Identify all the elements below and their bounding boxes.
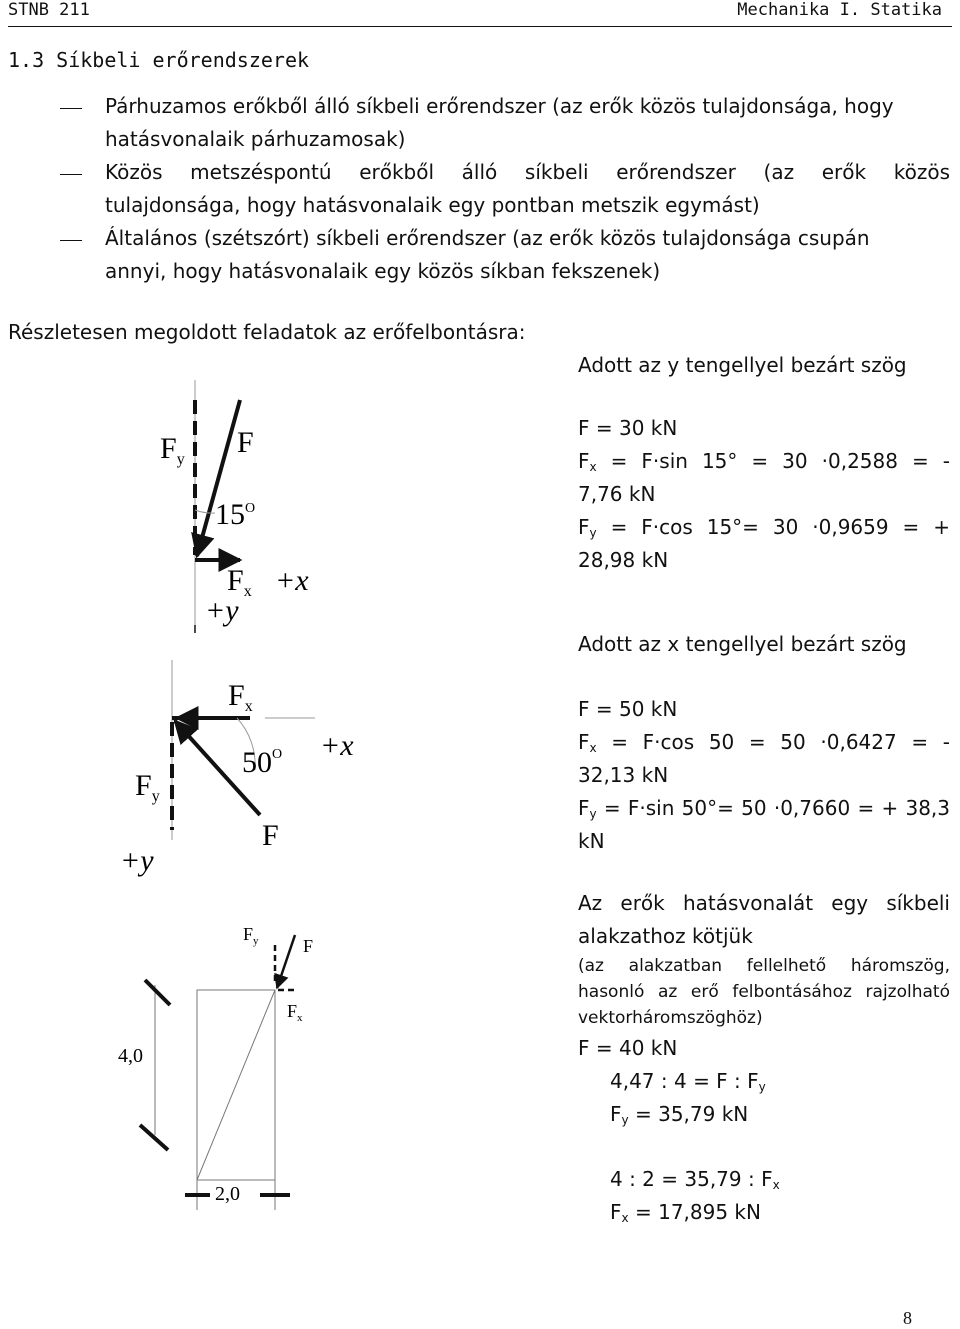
bullet-2-line1: Közös metszéspontú erőkből álló síkbeli erőrendszer (az erők közös	[105, 160, 950, 184]
fy-label: $F_y$	[135, 769, 160, 805]
header-rule	[8, 26, 952, 27]
ex3-note-line2: hasonló az erő felbontásához rajzolható	[578, 982, 950, 1002]
ex2-line1: F = 50 kN	[578, 697, 678, 721]
f-label: F	[237, 426, 254, 459]
plus-y-label: +y	[205, 594, 239, 627]
width-dimension-label: 2,0	[215, 1183, 240, 1205]
f-label: F	[262, 819, 279, 852]
bullet-2-line2: tulajdonsága, hogy hatásvonalaik egy pontban metszik egymást)	[105, 193, 760, 217]
figure-1-force-diagram	[140, 380, 380, 640]
figure-2-force-diagram	[115, 660, 375, 880]
ex3-line4: 4 : 2 = 35,79 : $F_x$	[610, 1167, 780, 1192]
bullet-dash	[60, 108, 82, 109]
ex3-note-line1: (az alakzatban fellelhető háromszög,	[578, 956, 950, 976]
ex1-line1: F = 30 kN	[578, 416, 678, 440]
height-tick-top	[145, 980, 170, 1005]
bullet-3-line2: annyi, hogy hatásvonalaik egy közös síkban fekszenek)	[105, 259, 661, 283]
bullet-1-line1: Párhuzamos erőkből álló síkbeli erőrendszer (az erők közös tulajdonsága, hogy	[105, 94, 894, 118]
bullet-dash	[60, 240, 82, 241]
rectangle-diagonal	[197, 990, 275, 1180]
page-number: 8	[903, 1308, 912, 1328]
f-label: F	[303, 936, 314, 956]
ex1-line4: $F_y = F\cdot\cos$ 15°= 30 ·0,9659 = +	[578, 515, 950, 540]
ex3-line3: $F_y = 35,79$ kN	[610, 1102, 749, 1127]
ex2-line5: kN	[578, 829, 605, 853]
ex1-line2: $F_x = F\cdot\sin$ 15° = 30 ·0,2588 = -	[578, 449, 950, 474]
ex2-line2: $F_x = F\cdot\cos$ 50 = 50 ·0,6427 = -	[578, 730, 950, 755]
bullet-3-line1: Általános (szétszórt) síkbeli erőrendszer (az erők közös tulajdonsága csupán	[105, 226, 870, 250]
fy-label: $F_y$	[243, 924, 259, 947]
fx-label: $F_x$	[227, 564, 252, 600]
fx-label: $F_x$	[228, 679, 253, 715]
ex2-line4: $F_y = F\cdot\sin$ 50°= 50 ·0,7660 = + 38,3	[578, 796, 950, 821]
fy-label: $F_y$	[160, 432, 185, 468]
ex3-note-line3: vektorháromszöghöz)	[578, 1008, 763, 1028]
angle-arc	[195, 510, 215, 513]
ex2-heading: Adott az x tengellyel bezárt szög	[578, 632, 907, 656]
ex3-line1: F = 40 kN	[578, 1036, 678, 1060]
ex3-line2: 4,47 : 4 = F : $F_y$	[610, 1069, 766, 1094]
section-title: 1.3 Síkbeli erőrendszerek	[8, 48, 310, 72]
ex3-heading-line2: alakzathoz kötjük	[578, 924, 753, 948]
force-f-arrow	[277, 935, 295, 988]
ex3-heading-line1: Az erők hatásvonalát egy síkbeli	[578, 891, 950, 915]
height-tick-bottom	[140, 1125, 168, 1150]
header-left: STNB 211	[8, 0, 90, 20]
angle-label: $15^O$	[215, 498, 256, 531]
ex1-heading: Adott az y tengellyel bezárt szög	[578, 353, 907, 377]
ex1-line3: 7,76 kN	[578, 482, 656, 506]
figure-3-geometry-diagram	[110, 910, 350, 1210]
ex3-line5: $F_x = 17,895$ kN	[610, 1200, 761, 1225]
ex1-line5: 28,98 kN	[578, 548, 669, 572]
force-f-arrow	[197, 400, 240, 556]
plus-x-label: +x	[320, 729, 354, 762]
intro-text: Részletesen megoldott feladatok az erőfelbontásra:	[8, 320, 526, 344]
fx-label: $F_x$	[287, 1001, 303, 1024]
bullet-1-line2: hatásvonalaik párhuzamosak)	[105, 127, 406, 151]
bullet-dash	[60, 174, 82, 175]
height-dimension-label: 4,0	[118, 1045, 143, 1067]
ex2-line3: 32,13 kN	[578, 763, 669, 787]
plus-x-label: +x	[275, 564, 309, 597]
plus-y-label: +y	[120, 844, 154, 877]
angle-label: $50^O$	[242, 746, 283, 779]
header-right: Mechanika I. Statika	[737, 0, 942, 20]
